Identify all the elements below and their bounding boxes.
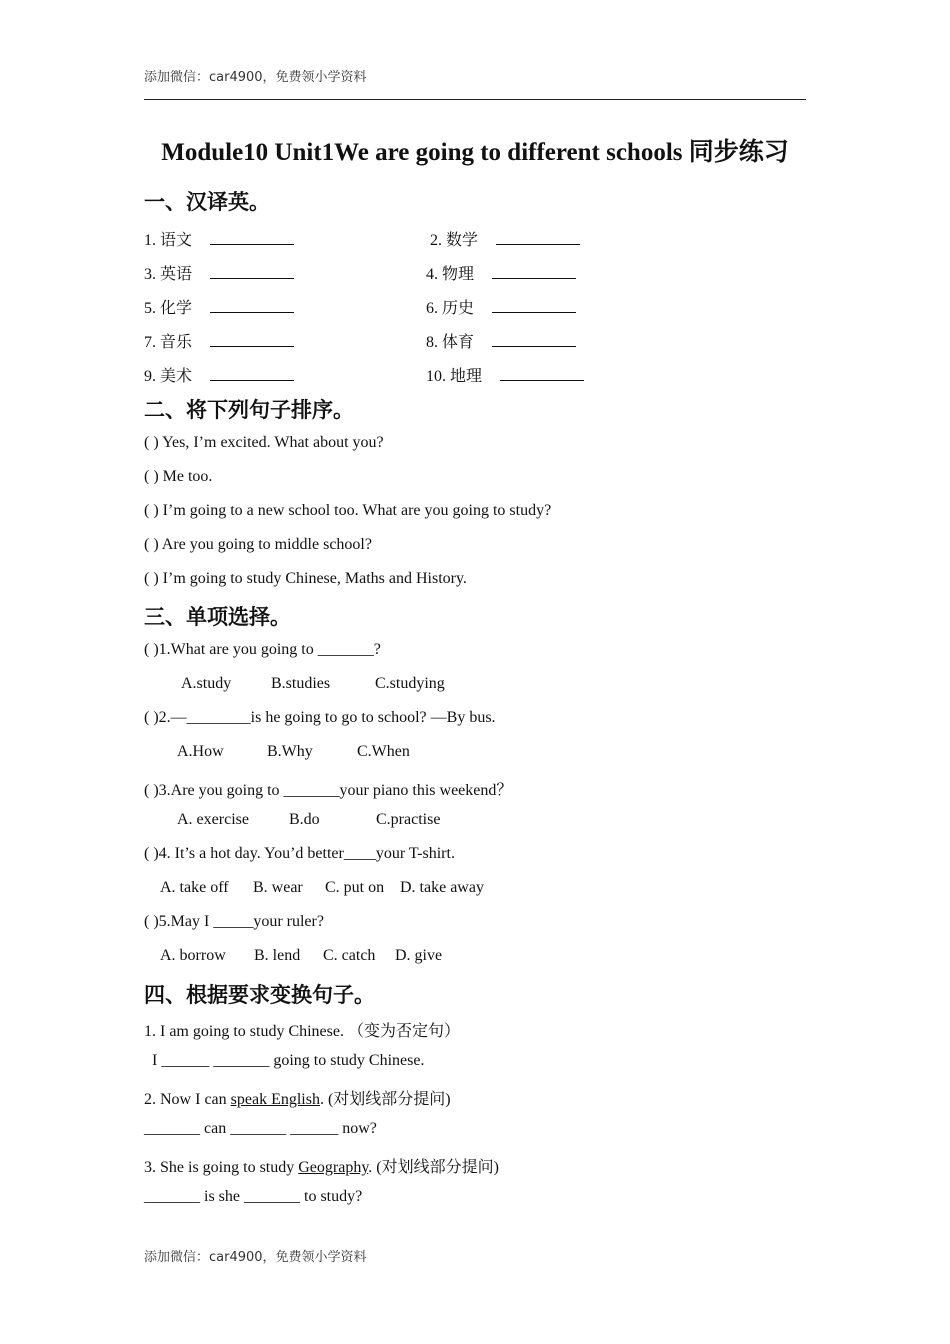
- page-footer: 添加微信：car4900，免费领小学资料: [144, 1250, 367, 1265]
- ordering-sentence: ( ) I’m going to study Chinese, Maths and History.: [144, 570, 467, 587]
- vocab-item: 2. 数学: [430, 227, 580, 250]
- option-b: B.Why: [267, 743, 313, 760]
- option-c: C. put on: [325, 879, 385, 896]
- option-d: D. give: [395, 947, 443, 964]
- option-a: A.study: [181, 675, 232, 692]
- option-a: A. exercise: [177, 811, 249, 828]
- answer-line: _______ can _______ ______ now?: [144, 1120, 377, 1137]
- ordering-sentence: ( ) I’m going to a new school too. What are you going to study?: [144, 502, 552, 519]
- option-c: C.When: [357, 743, 410, 760]
- vocab-item: 4. 物理: [426, 261, 576, 284]
- transform-item-1: 1. I am going to study Chinese. （变为否定句）: [144, 1023, 460, 1040]
- ordering-sentence: ( ) Me too.: [144, 468, 213, 485]
- option-a: A. take off: [160, 879, 229, 896]
- page-title: Module10 Unit1We are going to different schools 同步练习: [161, 139, 789, 166]
- vocab-item: 1. 语文: [144, 227, 294, 250]
- option-a: A. borrow: [160, 947, 226, 964]
- transform-item-3: 3. She is going to study Geography. (对划线部分提问): [144, 1159, 499, 1176]
- option-c: C.practise: [376, 811, 441, 828]
- transform-item-2: 2. Now I can speak English. (对划线部分提问): [144, 1091, 451, 1108]
- option-a: A.How: [177, 743, 224, 760]
- ordering-sentence: ( ) Are you going to middle school?: [144, 536, 372, 553]
- question-1: ( )1.What are you going to _______?: [144, 641, 381, 658]
- option-b: B. wear: [253, 879, 303, 896]
- question-4: ( )4. It’s a hot day. You’d better____your T-shirt.: [144, 845, 455, 862]
- question-5: ( )5.May I _____your ruler?: [144, 913, 324, 930]
- vocab-item: 5. 化学: [144, 295, 294, 318]
- ordering-sentence: ( ) Yes, I’m excited. What about you?: [144, 434, 384, 451]
- section-3-heading: 三、单项选择。: [144, 605, 291, 629]
- section-1-heading: 一、汉译英。: [144, 190, 270, 214]
- section-2-heading: 二、将下列句子排序。: [144, 398, 354, 422]
- option-b: B. lend: [254, 947, 301, 964]
- answer-line: I ______ _______ going to study Chinese.: [152, 1052, 425, 1069]
- vocab-item: 8. 体育: [426, 329, 576, 352]
- vocab-item: 9. 美术: [144, 363, 294, 386]
- option-b: B.studies: [271, 675, 331, 692]
- question-3: ( )3.Are you going to _______your piano this weekend？: [144, 782, 513, 799]
- option-c: C. catch: [323, 947, 376, 964]
- vocab-item: 7. 音乐: [144, 329, 294, 352]
- question-2: ( )2.—________is he going to go to school? —By bus.: [144, 709, 496, 726]
- underlined-phrase: Geography: [298, 1159, 369, 1176]
- section-4-heading: 四、根据要求变换句子。: [144, 983, 375, 1007]
- vocab-item: 3. 英语: [144, 261, 294, 284]
- option-c: C.studying: [375, 675, 445, 692]
- answer-line: _______ is she _______ to study?: [144, 1188, 363, 1205]
- underlined-phrase: speak English: [230, 1091, 320, 1108]
- vocab-item: 10. 地理: [426, 363, 584, 386]
- header-rule: [144, 99, 806, 100]
- option-b: B.do: [289, 811, 320, 828]
- option-d: D. take away: [400, 879, 484, 896]
- page-header: 添加微信：car4900，免费领小学资料: [144, 70, 367, 85]
- vocab-item: 6. 历史: [426, 295, 576, 318]
